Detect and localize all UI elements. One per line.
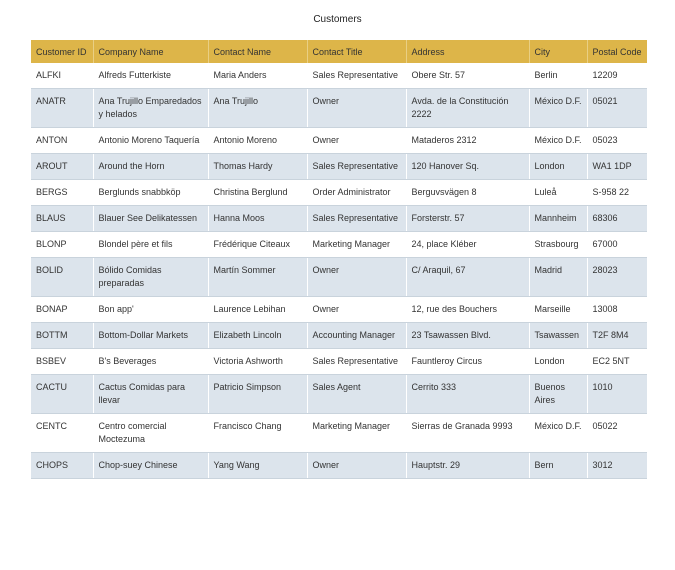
cell-city: Berlin xyxy=(529,63,587,89)
cell-city: Marseille xyxy=(529,297,587,323)
cell-postal-code: 05022 xyxy=(587,414,647,453)
cell-postal-code: 05023 xyxy=(587,128,647,154)
table-row[interactable] xyxy=(31,349,647,375)
cell-contact-title: Sales Representative xyxy=(307,206,406,232)
cell-contact-name: Patricio Simpson xyxy=(208,375,307,414)
table-row[interactable] xyxy=(31,297,647,323)
cell-postal-code: S-958 22 xyxy=(587,180,647,206)
cell-contact-title: Owner xyxy=(307,128,406,154)
cell-postal-code: EC2 5NT xyxy=(587,349,647,375)
cell-contact-name: Martín Sommer xyxy=(208,258,307,297)
cell-company-name: Cactus Comidas para llevar xyxy=(93,375,208,414)
table-row[interactable] xyxy=(31,323,647,349)
cell-contact-name: Elizabeth Lincoln xyxy=(208,323,307,349)
cell-postal-code: 28023 xyxy=(587,258,647,297)
cell-contact-title: Owner xyxy=(307,297,406,323)
cell-address: Forsterstr. 57 xyxy=(406,206,529,232)
cell-address: Hauptstr. 29 xyxy=(406,453,529,479)
cell-contact-name: Thomas Hardy xyxy=(208,154,307,180)
cell-contact-name: Ana Trujillo xyxy=(208,89,307,128)
table-body xyxy=(31,63,647,479)
cell-company-name: Bólido Comidas preparadas xyxy=(93,258,208,297)
cell-address: 120 Hanover Sq. xyxy=(406,154,529,180)
table-row[interactable] xyxy=(31,206,647,232)
cell-company-name: Antonio Moreno Taquería xyxy=(93,128,208,154)
cell-contact-name: Laurence Lebihan xyxy=(208,297,307,323)
cell-city: Bern xyxy=(529,453,587,479)
cell-company-name: Around the Horn xyxy=(93,154,208,180)
cell-city: Madrid xyxy=(529,258,587,297)
table-row[interactable] xyxy=(31,375,647,414)
cell-city: London xyxy=(529,349,587,375)
cell-contact-name: Christina Berglund xyxy=(208,180,307,206)
cell-company-name: Ana Trujillo Emparedados y helados xyxy=(93,89,208,128)
cell-contact-title: Sales Agent xyxy=(307,375,406,414)
table-row[interactable] xyxy=(31,154,647,180)
cell-contact-title: Sales Representative xyxy=(307,63,406,89)
cell-address: Obere Str. 57 xyxy=(406,63,529,89)
cell-contact-name: Yang Wang xyxy=(208,453,307,479)
table-row[interactable] xyxy=(31,180,647,206)
cell-company-name: Bon app' xyxy=(93,297,208,323)
cell-postal-code: 3012 xyxy=(587,453,647,479)
cell-address: Berguvsvägen 8 xyxy=(406,180,529,206)
cell-city: México D.F. xyxy=(529,128,587,154)
cell-contact-name: Maria Anders xyxy=(208,63,307,89)
cell-city: Mannheim xyxy=(529,206,587,232)
cell-city: Buenos Aires xyxy=(529,375,587,414)
cell-address: 24, place Kléber xyxy=(406,232,529,258)
cell-contact-title: Sales Representative xyxy=(307,154,406,180)
cell-contact-name: Frédérique Citeaux xyxy=(208,232,307,258)
cell-customer-id: ANATR xyxy=(31,89,93,128)
cell-postal-code: 13008 xyxy=(587,297,647,323)
cell-city: Luleå xyxy=(529,180,587,206)
cell-customer-id: ALFKI xyxy=(31,63,93,89)
cell-company-name: Centro comercial Moctezuma xyxy=(93,414,208,453)
cell-address: 23 Tsawassen Blvd. xyxy=(406,323,529,349)
cell-contact-title: Owner xyxy=(307,258,406,297)
table-reflection xyxy=(31,452,647,542)
cell-contact-title: Marketing Manager xyxy=(307,232,406,258)
cell-city: London xyxy=(529,154,587,180)
cell-city: Strasbourg xyxy=(529,232,587,258)
cell-postal-code: 05021 xyxy=(587,89,647,128)
cell-postal-code: 67000 xyxy=(587,232,647,258)
cell-postal-code: WA1 1DP xyxy=(587,154,647,180)
cell-address: C/ Araquil, 67 xyxy=(406,258,529,297)
cell-address: 12, rue des Bouchers xyxy=(406,297,529,323)
table-row[interactable] xyxy=(31,258,647,297)
cell-postal-code: 68306 xyxy=(587,206,647,232)
cell-contact-name: Hanna Moos xyxy=(208,206,307,232)
cell-customer-id: BLAUS xyxy=(31,206,93,232)
table-row[interactable] xyxy=(31,63,647,89)
column-header-contact-title[interactable]: Contact Title xyxy=(307,40,406,63)
cell-company-name: Chop-suey Chinese xyxy=(93,453,208,479)
cell-customer-id: BLONP xyxy=(31,232,93,258)
cell-company-name: Blondel père et fils xyxy=(93,232,208,258)
cell-customer-id: AROUT xyxy=(31,154,93,180)
cell-customer-id: CHOPS xyxy=(31,453,93,479)
cell-address: Avda. de la Constitución 2222 xyxy=(406,89,529,128)
cell-company-name: Blauer See Delikatessen xyxy=(93,206,208,232)
table-row[interactable] xyxy=(31,414,647,453)
column-header-city[interactable]: City xyxy=(529,40,587,63)
cell-company-name: Alfreds Futterkiste xyxy=(93,63,208,89)
cell-customer-id: BONAP xyxy=(31,297,93,323)
table-row[interactable] xyxy=(31,89,647,128)
cell-contact-title: Accounting Manager xyxy=(307,323,406,349)
cell-contact-title: Sales Representative xyxy=(307,349,406,375)
cell-address: Fauntleroy Circus xyxy=(406,349,529,375)
cell-postal-code: 12209 xyxy=(587,63,647,89)
cell-postal-code: 1010 xyxy=(587,375,647,414)
report-title: Customers xyxy=(313,14,362,25)
cell-customer-id: BERGS xyxy=(31,180,93,206)
column-header-company-name[interactable]: Company Name xyxy=(93,40,208,63)
cell-company-name: Berglunds snabbköp xyxy=(93,180,208,206)
table-row[interactable] xyxy=(31,128,647,154)
cell-city: Tsawassen xyxy=(529,323,587,349)
cell-address: Mataderos 2312 xyxy=(406,128,529,154)
table-row[interactable] xyxy=(31,232,647,258)
cell-postal-code: T2F 8M4 xyxy=(587,323,647,349)
column-header-postal-code[interactable]: Postal Code xyxy=(587,40,647,63)
cell-customer-id: BOTTM xyxy=(31,323,93,349)
cell-customer-id: CENTC xyxy=(31,414,93,453)
column-header-customer-id[interactable]: Customer ID xyxy=(31,40,93,63)
cell-city: México D.F. xyxy=(529,414,587,453)
cell-contact-name: Francisco Chang xyxy=(208,414,307,453)
cell-customer-id: BOLID xyxy=(31,258,93,297)
cell-address: Cerrito 333 xyxy=(406,375,529,414)
cell-customer-id: ANTON xyxy=(31,128,93,154)
column-header-contact-name[interactable]: Contact Name xyxy=(208,40,307,63)
cell-customer-id: BSBEV xyxy=(31,349,93,375)
cell-contact-name: Antonio Moreno xyxy=(208,128,307,154)
column-header-address[interactable]: Address xyxy=(406,40,529,63)
cell-address: Sierras de Granada 9993 xyxy=(406,414,529,453)
cell-contact-title: Order Administrator xyxy=(307,180,406,206)
table-header-row xyxy=(31,40,647,63)
cell-contact-name: Victoria Ashworth xyxy=(208,349,307,375)
cell-company-name: Bottom-Dollar Markets xyxy=(93,323,208,349)
cell-contact-title: Marketing Manager xyxy=(307,414,406,453)
cell-contact-title: Owner xyxy=(307,89,406,128)
cell-contact-title: Owner xyxy=(307,453,406,479)
cell-city: México D.F. xyxy=(529,89,587,128)
cell-company-name: B's Beverages xyxy=(93,349,208,375)
customers-table xyxy=(31,40,647,479)
cell-customer-id: CACTU xyxy=(31,375,93,414)
